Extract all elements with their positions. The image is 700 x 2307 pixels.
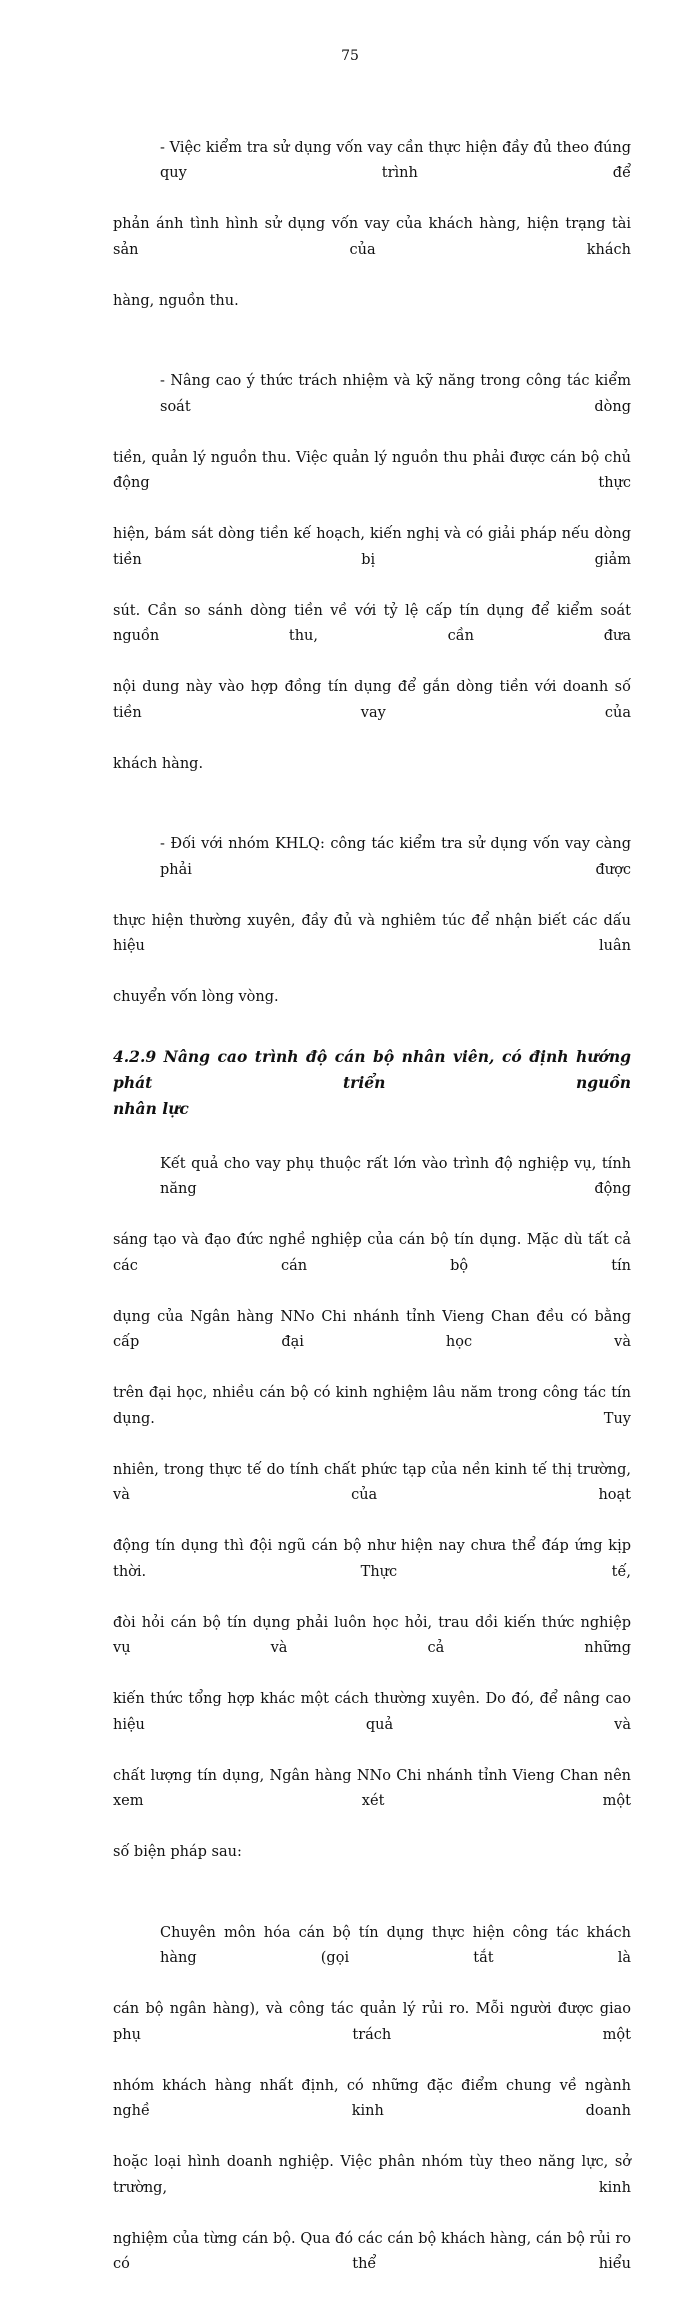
text-line: nhiên, trong thực tế do tính chất phức tạp của nền kinh tế thị trường, và của hoạt	[113, 1461, 631, 1503]
heading-line: nhân lực	[113, 1099, 189, 1118]
text-line: động tín dụng thì đội ngũ cán bộ như hiện nay chưa thể đáp ứng kịp thời. Thực tế,	[113, 1538, 631, 1580]
text-line: chuyển vốn lòng vòng.	[113, 989, 279, 1005]
paragraph-loan-usage-check	[113, 110, 631, 340]
text-line: sáng tạo và đạo đức nghề nghiệp của cán bộ tín dụng. Mặc dù tất cả các cán bộ tín	[113, 1232, 631, 1274]
text-line: Chuyên môn hóa cán bộ tín dụng thực hiện công tác khách hàng (gọi tắt là	[160, 1924, 631, 1966]
heading-line: 4.2.9 Nâng cao trình độ cán bộ nhân viên, có định hướng phát triển nguồn	[113, 1047, 631, 1092]
paragraph-staff-qualification	[113, 1126, 631, 1891]
text-line: khách hàng.	[113, 755, 204, 772]
text-line: thực hiện thường xuyên, đầy đủ và nghiêm túc để nhận biết các dấu hiệu luân	[113, 912, 631, 954]
text-line: sút. Cần so sánh dòng tiền về với tỷ lệ cấp tín dụng để kiểm soát nguồn thu, cần đưa	[113, 602, 631, 644]
text-line: hàng, nguồn thu.	[113, 292, 239, 309]
text-line: - Việc kiểm tra sử dụng vốn vay cần thực hiện đầy đủ theo đúng quy trình để	[160, 139, 631, 181]
text-line: hiện, bám sát dòng tiền kế hoạch, kiến nghị và có giải pháp nếu dòng tiền bị giảm	[113, 526, 631, 568]
text-line: hoặc loại hình doanh nghiệp. Việc phân nhóm tùy theo năng lực, sở trường, kinh	[113, 2154, 631, 2196]
text-line: tiền, quản lý nguồn thu. Việc quản lý nguồn thu phải được cán bộ chủ động thực	[113, 449, 631, 491]
text-line: - Đối với nhóm KHLQ: công tác kiểm tra sử dụng vốn vay càng phải được	[160, 836, 631, 878]
paragraph-specialization	[113, 1895, 631, 2303]
text-line: nhóm khách hàng nhất định, có những đặc điểm chung về ngành nghề kinh doanh	[113, 2077, 631, 2119]
text-line: nội dung này vào hợp đồng tín dụng để gắn dòng tiền với doanh số tiền vay của	[113, 679, 631, 721]
text-line: cán bộ ngân hàng), và công tác quản lý rủi ro. Mỗi người được giao phụ trách một	[113, 2001, 631, 2043]
text-line: đòi hỏi cán bộ tín dụng phải luôn học hỏi, trau dồi kiến thức nghiệp vụ và cả những	[113, 1614, 631, 1656]
text-line: số biện pháp sau:	[113, 1844, 242, 1860]
paragraph-cashflow-control	[113, 344, 631, 803]
text-line: phản ánh tình hình sử dụng vốn vay của khách hàng, hiện trạng tài sản của khách	[113, 216, 631, 258]
document-body	[113, 110, 631, 2307]
text-line: nghiệm của từng cán bộ. Qua đó các cán bộ khách hàng, cán bộ rủi ro có thể hiểu	[113, 2230, 631, 2272]
text-line: - Nâng cao ý thức trách nhiệm và kỹ năng trong công tác kiểm soát dòng	[160, 373, 631, 415]
text-line: trên đại học, nhiều cán bộ có kinh nghiệm lâu năm trong công tác tín dụng. Tuy	[113, 1385, 631, 1427]
text-line: Kết quả cho vay phụ thuộc rất lớn vào trình độ nghiệp vụ, tính năng động	[160, 1155, 631, 1197]
text-line: kiến thức tổng hợp khác một cách thường xuyên. Do đó, để nâng cao hiệu quả và	[113, 1691, 631, 1733]
section-heading	[113, 1044, 631, 1122]
page-number: 75	[341, 48, 359, 64]
text-line: chất lượng tín dụng, Ngân hàng NNo Chi nhánh tỉnh Vieng Chan nên xem xét một	[113, 1767, 631, 1809]
text-line: dụng của Ngân hàng NNo Chi nhánh tỉnh Vieng Chan đều có bằng cấp đại học và	[113, 1308, 631, 1350]
paragraph-khlq-group	[113, 807, 631, 1037]
